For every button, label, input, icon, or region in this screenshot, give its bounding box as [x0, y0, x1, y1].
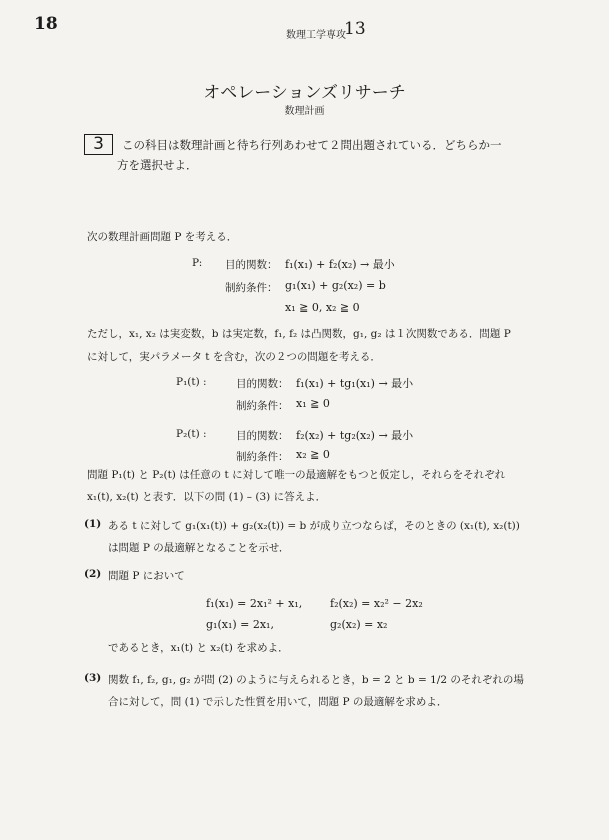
q2-g1-formula: g₁(x₁) = 2x₁,: [206, 618, 274, 631]
page-number: 18: [34, 14, 58, 34]
q2-g2-formula: g₂(x₂) = x₂: [330, 618, 388, 631]
page-subtitle: 数理計画: [284, 106, 325, 117]
problem-P-objective: f₁(x₁) + f₂(x₂) → 最小: [285, 258, 395, 271]
problem-P2-constraint-label: 制約条件：: [236, 451, 289, 463]
problem-P2-label: P₂(t) :: [176, 428, 207, 440]
q2-label: (2): [84, 568, 102, 580]
q2-line-2: であるとき，x₁(t) と x₂(t) を求めよ．: [108, 642, 289, 654]
statement-line-1: 問題 P₁(t) と P₂(t) は任意の t に対して唯一の最適解をもつと仮定し，それらをそれぞれ: [87, 469, 506, 481]
problem-P-label: P:: [192, 257, 203, 269]
problem-P2-constraint: x₂ ≧ 0: [296, 448, 330, 461]
q1-line-1: ある t に対して g₁(x₁(t)) + g₂(x₂(t)) = b が成り立つならば，そのときの (x₁(t), x₂(t)): [108, 520, 520, 532]
problem-P1-label: P₁(t) :: [176, 376, 207, 388]
problem-intro: 次の数理計画問題 P を考える．: [87, 231, 238, 243]
assumption-line-2: に対して，実パラメータ t を含む，次の２つの問題を考える．: [87, 351, 381, 363]
q1-label: (1): [84, 518, 102, 530]
q1-line-2: は問題 P の最適解となることを示せ．: [108, 542, 290, 554]
problem-P1-constraint: x₁ ≧ 0: [296, 397, 330, 410]
problem-P-constraint-2: x₁ ≧ 0, x₂ ≧ 0: [285, 301, 360, 314]
q2-f2-formula: f₂(x₂) = x₂² − 2x₂: [330, 597, 423, 610]
assumption-line-1: ただし，x₁, x₂ は実変数，b は実定数，f₁, f₂ は凸関数，g₁, g₂ は１次関数である．問題 P: [87, 328, 511, 340]
question-number-box: 3: [84, 134, 113, 155]
intro-line-1: この科目は数理計画と待ち行列あわせて２問出題されている．どちらか一: [122, 138, 502, 152]
problem-P-constraint-1: g₁(x₁) + g₂(x₂) = b: [285, 279, 386, 292]
problem-P1-objective: f₁(x₁) + tg₁(x₁) → 最小: [296, 377, 414, 390]
statement-line-2: x₁(t), x₂(t) と表す．以下の問 (1) – (3) に答えよ．: [87, 491, 327, 503]
q3-line-2: 合に対して，問 (1) で示した性質を用いて，問題 P の最適解を求めよ．: [108, 696, 448, 708]
problem-P1-constraint-label: 制約条件：: [236, 400, 289, 412]
header-page-number: 13: [344, 19, 366, 39]
page-title: オペレーションズリサーチ: [203, 83, 406, 103]
problem-P2-objective-label: 目的関数：: [236, 430, 289, 442]
intro-line-2: 方を選択せよ．: [117, 158, 198, 172]
q2-line-1: 問題 P において: [108, 570, 185, 582]
problem-P1-objective-label: 目的関数：: [236, 378, 289, 390]
problem-P-objective-label: 目的関数：: [225, 259, 278, 271]
q3-line-1: 関数 f₁, f₂, g₁, g₂ が問 (2) のように与えられるとき，b = 2 と b = 1/2 のそれぞれの場: [108, 674, 524, 686]
problem-P-constraint-label: 制約条件：: [225, 282, 278, 294]
q3-label: (3): [84, 672, 102, 684]
q2-f1-formula: f₁(x₁) = 2x₁² + x₁,: [206, 597, 303, 610]
problem-P2-objective: f₂(x₂) + tg₂(x₂) → 最小: [296, 429, 414, 442]
header-department: 数理工学専攻: [286, 30, 346, 41]
